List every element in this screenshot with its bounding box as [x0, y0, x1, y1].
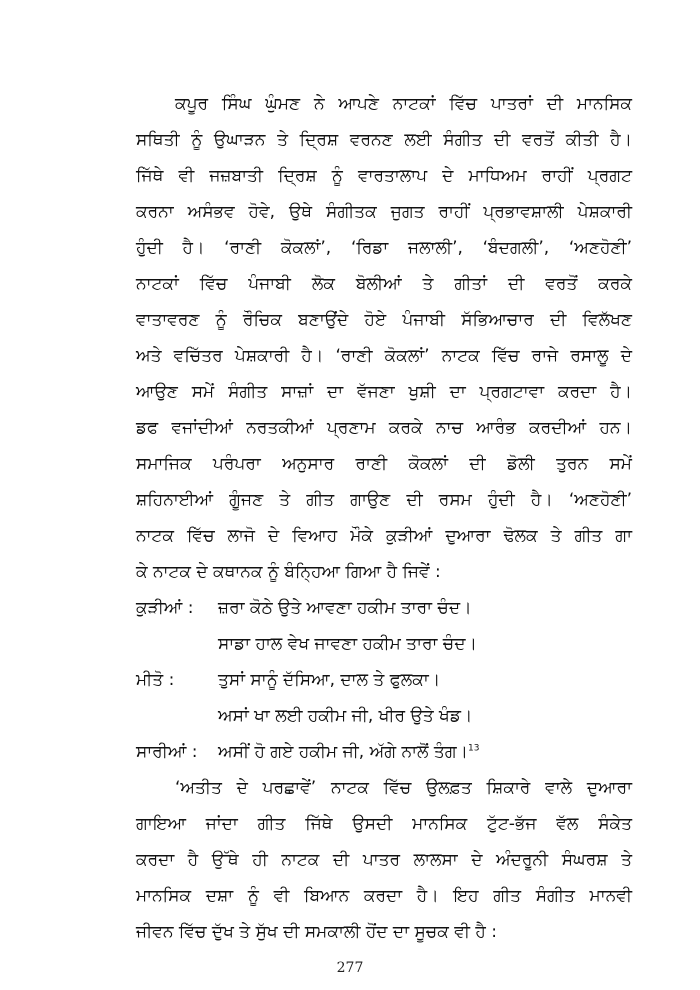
paragraph-1-line-1: ਕਪੂਰ ਸਿੰਘ ਘੁੰਮਣ ਨੇ ਆਪਣੇ ਨਾਟਕਾਂ ਵਿੱਚ ਪਾਤਰਾਂ ਦੀ ਮਾਨਸਿਕ [175, 94, 632, 114]
paragraph-1-line-5: ਹੁੰਦੀ ਹੈ। ‘ਰਾਣੀ ਕੋਕਲਾਂ’, ‘ਰਿਡਾ ਜਲਾਲੀ’, ‘ਬੰਦਗਲੀ’, ‘ਅਣਹੋਣੀ’ [136, 238, 632, 258]
paragraph-1-line-10: ਡਫ ਵਜਾਂਦੀਆਂ ਨਰਤਕੀਆਂ ਪ੍ਰਣਾਮ ਕਰਕੇ ਨਾਚ ਆਰੰਭ ਕਰਦੀਆਂ ਹਨ। [136, 418, 632, 438]
song-verse-meeto-1: ਤੁਸਾਂ ਸਾਨੂੰ ਦੱਸਿਆ, ਦਾਲ ਤੇ ਫੁਲਕਾ। [218, 670, 441, 690]
paragraph-1-line-4: ਕਰਨਾ ਅਸੰਭਵ ਹੋਵੇ, ਉਥੇ ਸੰਗੀਤਕ ਜੁਗਤ ਰਾਹੀਂ ਪ੍ਰਭਾਵਸ਼ਾਲੀ ਪੇਸ਼ਕਾਰੀ [136, 202, 632, 222]
paragraph-1-line-11: ਸਮਾਜਿਕ ਪਰੰਪਰਾ ਅਨੁਸਾਰ ਰਾਣੀ ਕੋਕਲਾਂ ਦੀ ਡੋਲੀ ਤੁਰਨ ਸਮੇਂ [136, 454, 632, 474]
song-speaker-meeto: ਮੀਤੋ : [136, 670, 175, 690]
footnote-reference: 13 [468, 743, 480, 754]
song-verse-girls-2: ਸਾਡਾ ਹਾਲ ਵੇਖ ਜਾਵਣਾ ਹਕੀਮ ਤਾਰਾ ਚੰਦ। [218, 634, 477, 654]
paragraph-1-line-6: ਨਾਟਕਾਂ ਵਿੱਚ ਪੰਜਾਬੀ ਲੋਕ ਬੋਲੀਆਂ ਤੇ ਗੀਤਾਂ ਦੀ ਵਰਤੋਂ ਕਰਕੇ [136, 274, 632, 294]
paragraph-1-line-3: ਜਿੱਥੇ ਵੀ ਜਜ਼ਬਾਤੀ ਦ੍ਰਿਸ਼ ਨੂੰ ਵਾਰਤਾਲਾਪ ਦੇ ਮਾਧਿਅਮ ਰਾਹੀਂ ਪ੍ਰਗਟ [136, 166, 632, 186]
paragraph-2-line-1: ‘ਅਤੀਤ ਦੇ ਪਰਛਾਵੇਂ’ ਨਾਟਕ ਵਿੱਚ ਉਲਫ਼ਤ ਸ਼ਿਕਾਰੇ ਵਾਲੇ ਦੁਆਰਾ [175, 778, 632, 798]
paragraph-1-line-7: ਵਾਤਾਵਰਣ ਨੂੰ ਰੌਚਿਕ ਬਣਾਉਂਦੇ ਹੋਏ ਪੰਜਾਬੀ ਸੱਭਿਆਚਾਰ ਦੀ ਵਿਲੱਖਣ [136, 310, 632, 330]
paragraph-1-line-12: ਸ਼ਹਿਨਾਈਆਂ ਗੂੰਜਣ ਤੇ ਗੀਤ ਗਾਉਣ ਦੀ ਰਸਮ ਹੁੰਦੀ ਹੈ। ‘ਅਣਹੋਣੀ’ [136, 490, 632, 510]
paragraph-2-line-5: ਜੀਵਨ ਵਿੱਚ ਦੁੱਖ ਤੇ ਸੁੱਖ ਦੀ ਸਮਕਾਲੀ ਹੋਂਦ ਦਾ ਸੂਚਕ ਵੀ ਹੈ : [136, 922, 497, 942]
song-speaker-girls: ਕੁੜੀਆਂ : [136, 598, 194, 618]
paragraph-1-line-2: ਸਥਿਤੀ ਨੂੰ ਉਘਾੜਨ ਤੇ ਦ੍ਰਿਸ਼ ਵਰਨਣ ਲਈ ਸੰਗੀਤ ਦੀ ਵਰਤੋਂ ਕੀਤੀ ਹੈ। [136, 130, 632, 150]
song-verse-meeto-2: ਅਸਾਂ ਖਾ ਲਈ ਹਕੀਮ ਜੀ, ਖੀਰ ਉਤੇ ਖੰਡ। [218, 706, 473, 726]
song-verse-girls-1: ਜ਼ਰਾ ਕੋਠੇ ਉਤੇ ਆਵਣਾ ਹਕੀਮ ਤਾਰਾ ਚੰਦ। [218, 598, 472, 618]
paragraph-1-line-13: ਨਾਟਕ ਵਿੱਚ ਲਾਜੋ ਦੇ ਵਿਆਹ ਮੌਕੇ ਕੁੜੀਆਂ ਦੁਆਰਾ ਢੋਲਕ ਤੇ ਗੀਤ ਗਾ [136, 526, 632, 546]
paragraph-2-line-4: ਮਾਨਸਿਕ ਦਸ਼ਾ ਨੂੰ ਵੀ ਬਿਆਨ ਕਰਦਾ ਹੈ। ਇਹ ਗੀਤ ਸੰਗੀਤ ਮਾਨਵੀ [136, 886, 632, 906]
song-speaker-all: ਸਾਰੀਆਂ : [136, 742, 198, 762]
paragraph-1-line-9: ਆਉਣ ਸਮੇਂ ਸੰਗੀਤ ਸਾਜ਼ਾਂ ਦਾ ਵੱਜਣਾ ਖੁਸ਼ੀ ਦਾ ਪ੍ਰਗਟਾਵਾ ਕਰਦਾ ਹੈ। [136, 382, 632, 402]
page-number: 277 [336, 960, 364, 976]
paragraph-1-line-8: ਅਤੇ ਵਚਿੱਤਰ ਪੇਸ਼ਕਾਰੀ ਹੈ। ‘ਰਾਣੀ ਕੋਕਲਾਂ’ ਨਾਟਕ ਵਿੱਚ ਰਾਜੇ ਰਸਾਲੂ ਦੇ [136, 346, 632, 366]
paragraph-2-line-2: ਗਾਇਆ ਜਾਂਦਾ ਗੀਤ ਜਿੱਥੇ ਉਸਦੀ ਮਾਨਸਿਕ ਟੁੱਟ-ਭੱਜ ਵੱਲ ਸੰਕੇਤ [136, 814, 632, 834]
paragraph-1-line-14: ਕੇ ਨਾਟਕ ਦੇ ਕਥਾਨਕ ਨੂੰ ਬੰਨ੍ਹਿਆ ਗਿਆ ਹੈ ਜਿਵੇਂ : [136, 562, 441, 582]
paragraph-2-line-3: ਕਰਦਾ ਹੈ ਉੱਥੇ ਹੀ ਨਾਟਕ ਦੀ ਪਾਤਰ ਲਾਲਸਾ ਦੇ ਅੰਦਰੂਨੀ ਸੰਘਰਸ਼ ਤੇ [136, 850, 632, 870]
song-verse-all-1 [218, 740, 479, 764]
song-verse-all-text: ਅਸੀਂ ਹੋ ਗਏ ਹਕੀਮ ਜੀ, ਅੱਗੇ ਨਾਲੋਂ ਤੰਗ। [218, 742, 469, 762]
